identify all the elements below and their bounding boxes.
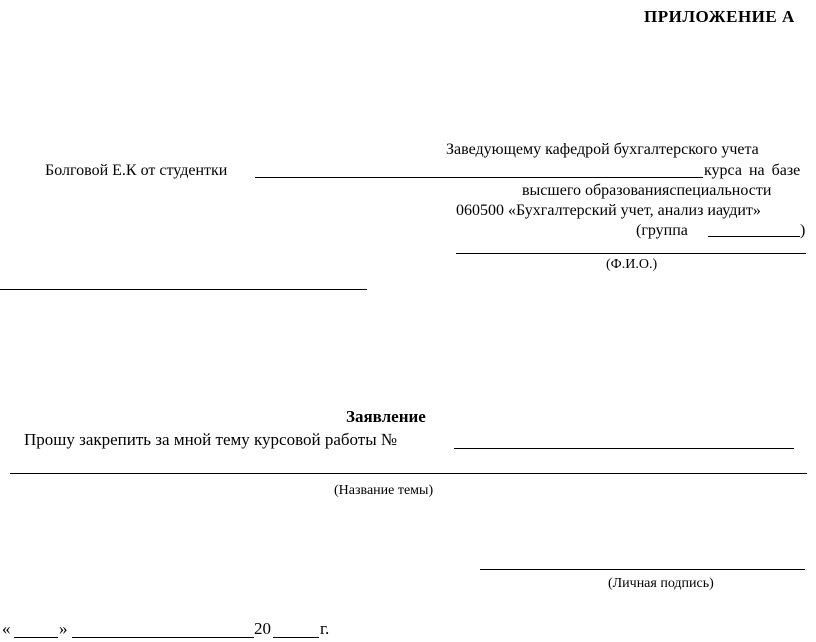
group-blank-line[interactable]: [708, 236, 800, 237]
addressee-line-4: 060500 «Бухгалтерский учет, анализ иаудит»: [456, 202, 761, 219]
fio-caption: (Ф.И.О.): [606, 257, 658, 272]
date-quote-close: »: [59, 619, 68, 638]
statement-title: Заявление: [346, 407, 426, 426]
topic-blank-line[interactable]: [10, 473, 807, 474]
date-quote-open: «: [2, 619, 11, 638]
statement-body: Прошу закрепить за мной тему курсовой работы №: [24, 430, 398, 449]
addressee-line-2-right: курса на базе: [704, 162, 801, 179]
addressee-line-2-left: Болговой Е.К от студентки: [45, 162, 228, 179]
group-label: (группа: [636, 222, 688, 239]
date-day-blank-line[interactable]: [14, 637, 58, 638]
addressee-line-1: Заведующему кафедрой бухгалтерского учета: [446, 141, 759, 158]
date-year-prefix: 20: [254, 619, 271, 638]
course-number-blank-line[interactable]: [454, 448, 794, 449]
topic-caption: (Название темы): [334, 483, 434, 498]
addressee-line-3: высшего образованияспециальности: [522, 182, 772, 199]
signature-caption: (Личная подпись): [608, 576, 714, 591]
signature-blank-line[interactable]: [480, 569, 805, 570]
extra-blank-line[interactable]: [0, 289, 367, 290]
fio-blank-line[interactable]: [456, 253, 806, 254]
date-month-blank-line[interactable]: [72, 637, 254, 638]
student-blank-line[interactable]: [255, 177, 703, 178]
group-close-paren: ): [800, 222, 806, 239]
date-year-suffix: г.: [320, 619, 330, 638]
appendix-heading: ПРИЛОЖЕНИЕ А: [644, 7, 795, 26]
date-year-blank-line[interactable]: [273, 637, 319, 638]
